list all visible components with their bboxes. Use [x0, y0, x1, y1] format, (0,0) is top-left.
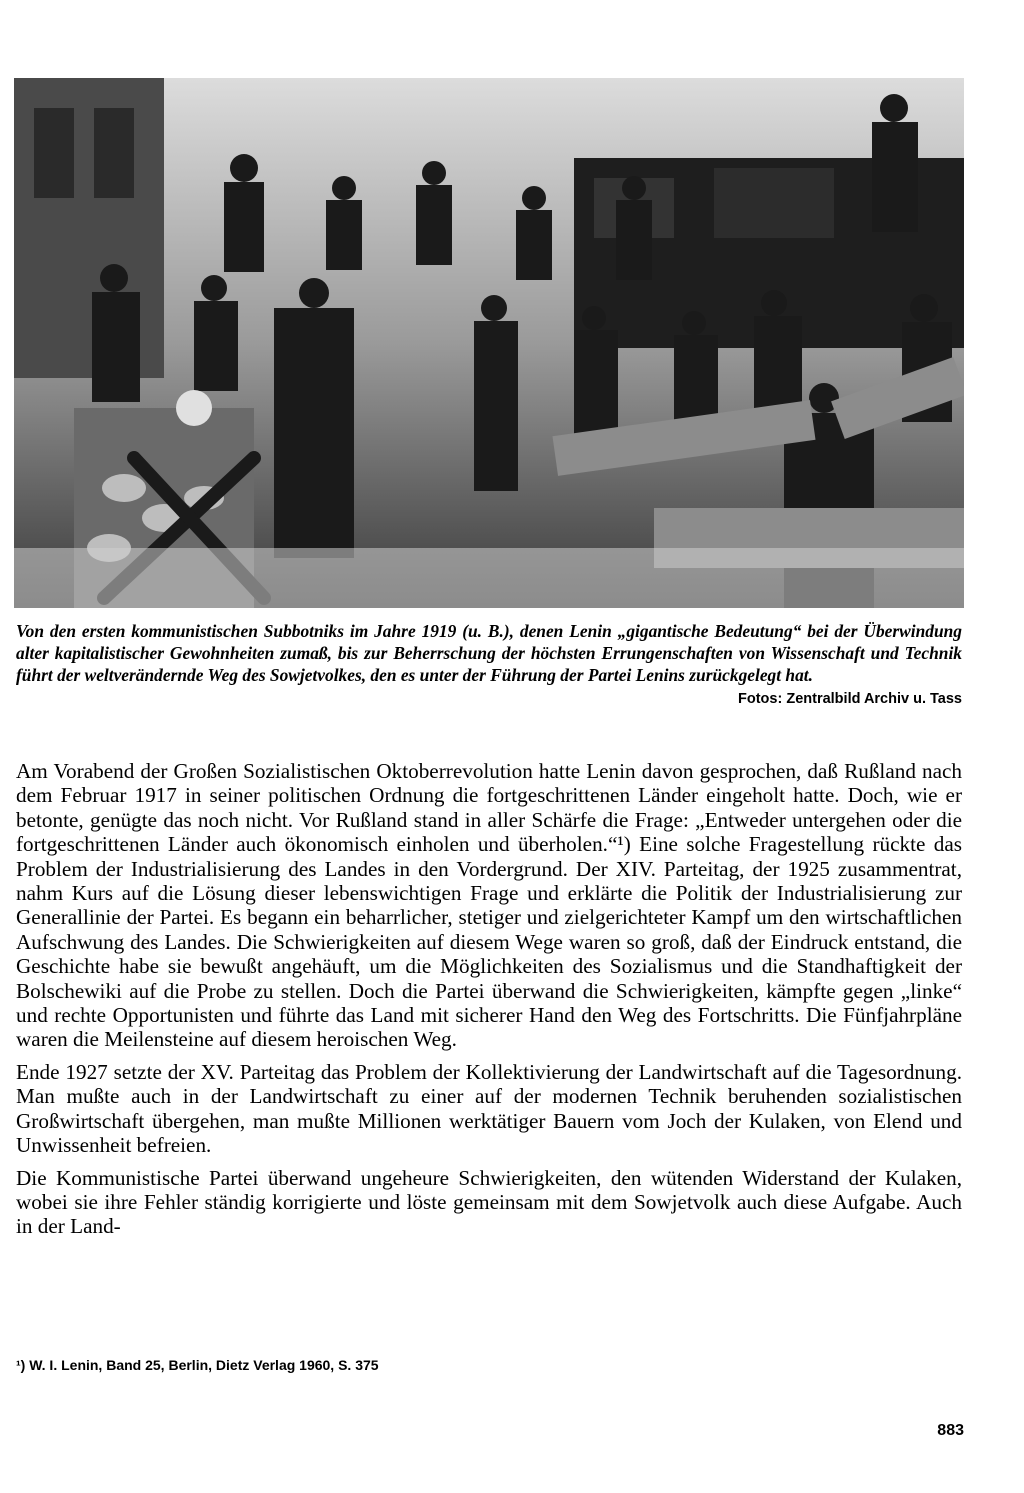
caption-text: Von den ersten kommunistischen Subbotniks im Jahre 1919 (u. B.), denen Lenin „gigantische Bedeutung“ bei der Überwindung alter kapitalistischer Gewohnheiten zumaß, bis zur Beherrschung der höchsten Errungenschaften von Wissenschaft und Technik führt der weltverändernde Weg des Sowjetvolkes, den es unter der Führung der Partei Lenins zurückgelegt hat.	[16, 621, 962, 685]
paragraph: Ende 1927 setzte der XV. Parteitag das Problem der Kollektivierung der Landwirtschaft auf die Tagesordnung. Man mußte auch in der Landwirtschaft zu einer auf der modernen Technik beruhenden sozialistischen Großwirtschaft übergehen, man mußte Millionen werktätiger Bauern vom Joch der Kulaken, von Elend und Unwissenheit befreien.	[16, 1059, 962, 1158]
photo-icon	[14, 78, 964, 608]
footnote: ¹) W. I. Lenin, Band 25, Berlin, Dietz Verlag 1960, S. 375	[16, 1357, 379, 1373]
paragraph: Am Vorabend der Großen Sozialistischen Oktoberrevolution hatte Lenin davon gesprochen, daß Rußland nach dem Februar 1917 in seiner politischen Ordnung die fortgeschrittenen Länder eingeholt hatte. Doch, wie er betonte, genügte das noch nicht. Vor Rußland stand in aller Schärfe die Frage: „Entweder untergehen oder die fortgeschrittenen Länder auch ökonomisch einholen und überholen.“¹) Eine solche Fragestellung rückte das Problem der Industrialisierung des Landes in den Vordergrund. Der XIV. Parteitag, der 1925 zusammentrat, nahm Kurs auf die Lösung dieser lebenswichtigen Frage und erklärte die Politik der Industrialisierung zur Generallinie der Partei. Es begann ein beharrlicher, stetiger und zielgerichteter Kampf um den wirtschaftlichen Aufschwung des Landes. Die Schwierigkeiten auf diesem Wege waren so groß, daß der Eindruck entstand, die Geschichte habe sie bewußt angehäuft, um die Möglichkeiten des Sozialismus und die Standhaftigkeit der Bolschewiki auf die Probe zu stellen. Doch die Partei überwand die Schwierigkeiten, kämpfte gegen „linke“ und rechte Opportunisten und führte das Land mit sicherer Hand den Weg des Fortschritts. Die Fünfjahrpläne waren die Meilensteine auf diesem heroischen Weg.	[16, 759, 962, 1052]
paragraph: Die Kommunistische Partei überwand ungeheure Schwierigkeiten, den wütenden Widerstand der Kulaken, wobei sie ihre Fehler ständig korrigierte und löste gemeinsam mit dem Sowjetvolk auch diese Aufgabe. Auch in der Land-	[16, 1165, 962, 1239]
photo-caption	[16, 620, 962, 710]
page-number: 883	[937, 1422, 964, 1439]
photo-credit: Fotos: Zentralbild Archiv u. Tass	[738, 691, 962, 707]
article-body	[16, 759, 962, 1247]
photograph	[14, 78, 964, 608]
